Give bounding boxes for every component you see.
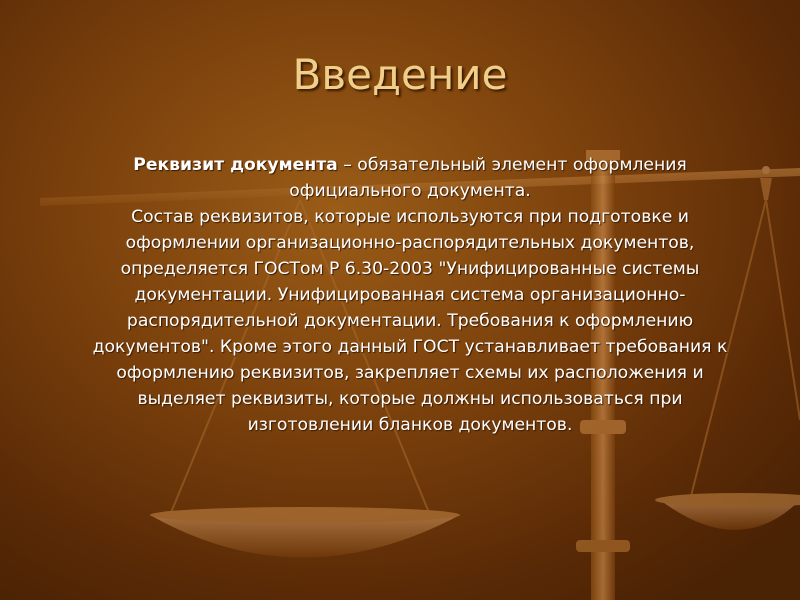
body-text — [80, 152, 740, 438]
page-title: Введение — [292, 50, 508, 99]
term-definition: – обязательный элемент оформления официального документа. — [289, 155, 687, 201]
term-label: Реквизит документа — [133, 155, 338, 175]
body-paragraph: Состав реквизитов, которые используются при подготовке и оформлении организационно-распорядительных документов, определяется ГОСТом Р 6.30-2003 "Унифицированные системы документации. Унифицированная система организационно-распорядительной документации. Требования к оформлению документов". Кроме этого данный ГОСТ устанавливает требования к оформлению реквизитов, закрепляет схемы их расположения и выделяет реквизиты, которые должны использоваться при изготовлении бланков документов. — [92, 207, 728, 435]
